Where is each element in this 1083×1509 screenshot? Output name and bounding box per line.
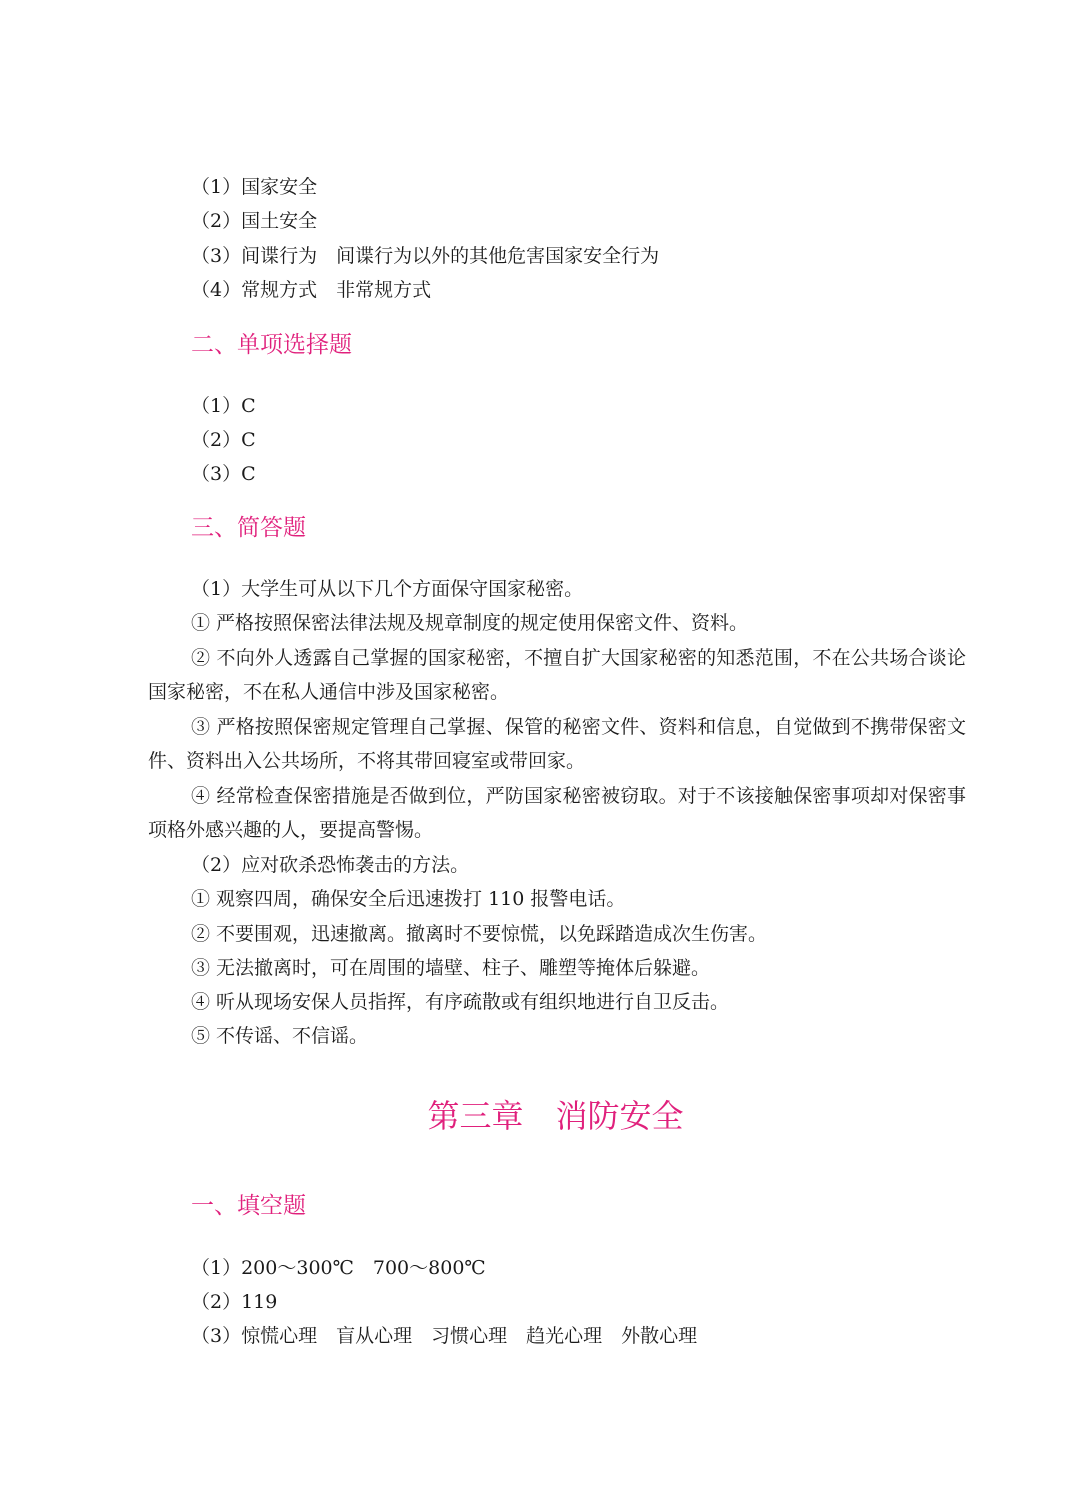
- answer-line: ① 观察四周，确保安全后迅速拨打 110 报警电话。: [191, 888, 626, 910]
- answer-paragraph: ② 不向外人透露自己掌握的国家秘密，不擅自扩大国家秘密的知悉范围，不在公共场合谈论国家秘密，不在私人通信中涉及国家秘密。: [148, 647, 966, 703]
- section-heading-fill-blank: 一、填空题: [191, 1193, 306, 1219]
- answer-line: （2）C: [191, 429, 256, 451]
- answer-line: ④ 听从现场安保人员指挥，有序疏散或有组织地进行自卫反击。: [191, 991, 730, 1013]
- section-heading-short-answer: 三、简答题: [191, 515, 306, 541]
- chapter-title: 第三章 消防安全: [427, 1097, 684, 1135]
- answer-line: （3）C: [191, 463, 256, 485]
- answer-line: ① 严格按照保密法律法规及规章制度的规定使用保密文件、资料。: [191, 612, 749, 634]
- answer-line: （2）119: [191, 1291, 278, 1313]
- answer-paragraph: ③ 严格按照保密规定管理自己掌握、保管的秘密文件、资料和信息，自觉做到不携带保密文件、资料出入公共场所，不将其带回寝室或带回家。: [148, 716, 966, 772]
- answer-line: ② 不要围观，迅速撤离。撤离时不要惊慌，以免踩踏造成次生伤害。: [191, 923, 768, 945]
- answer-line: （3）惊慌心理 盲从心理 习惯心理 趋光心理 外散心理: [191, 1325, 698, 1347]
- answer-line: （1）C: [191, 395, 256, 417]
- answer-line: （4）常规方式 非常规方式: [191, 279, 432, 301]
- answer-line: （2）应对砍杀恐怖袭击的方法。: [191, 854, 470, 876]
- answer-line: ⑤ 不传谣、不信谣。: [191, 1025, 369, 1047]
- answer-line: （3）间谍行为 间谍行为以外的其他危害国家安全行为: [191, 245, 660, 267]
- answer-line: ③ 无法撤离时，可在周围的墙壁、柱子、雕塑等掩体后躲避。: [191, 957, 711, 979]
- answer-line: （1）200～300℃ 700～800℃: [191, 1257, 486, 1279]
- answer-line: （1）大学生可从以下几个方面保守国家秘密。: [191, 578, 584, 600]
- answer-line: （2）国土安全: [191, 210, 318, 232]
- answer-line: （1）国家安全: [191, 176, 318, 198]
- section-heading-single-choice: 二、单项选择题: [191, 332, 352, 358]
- answer-paragraph: ④ 经常检查保密措施是否做到位，严防国家秘密被窃取。对于不该接触保密事项却对保密事项格外感兴趣的人，要提高警惕。: [148, 785, 966, 841]
